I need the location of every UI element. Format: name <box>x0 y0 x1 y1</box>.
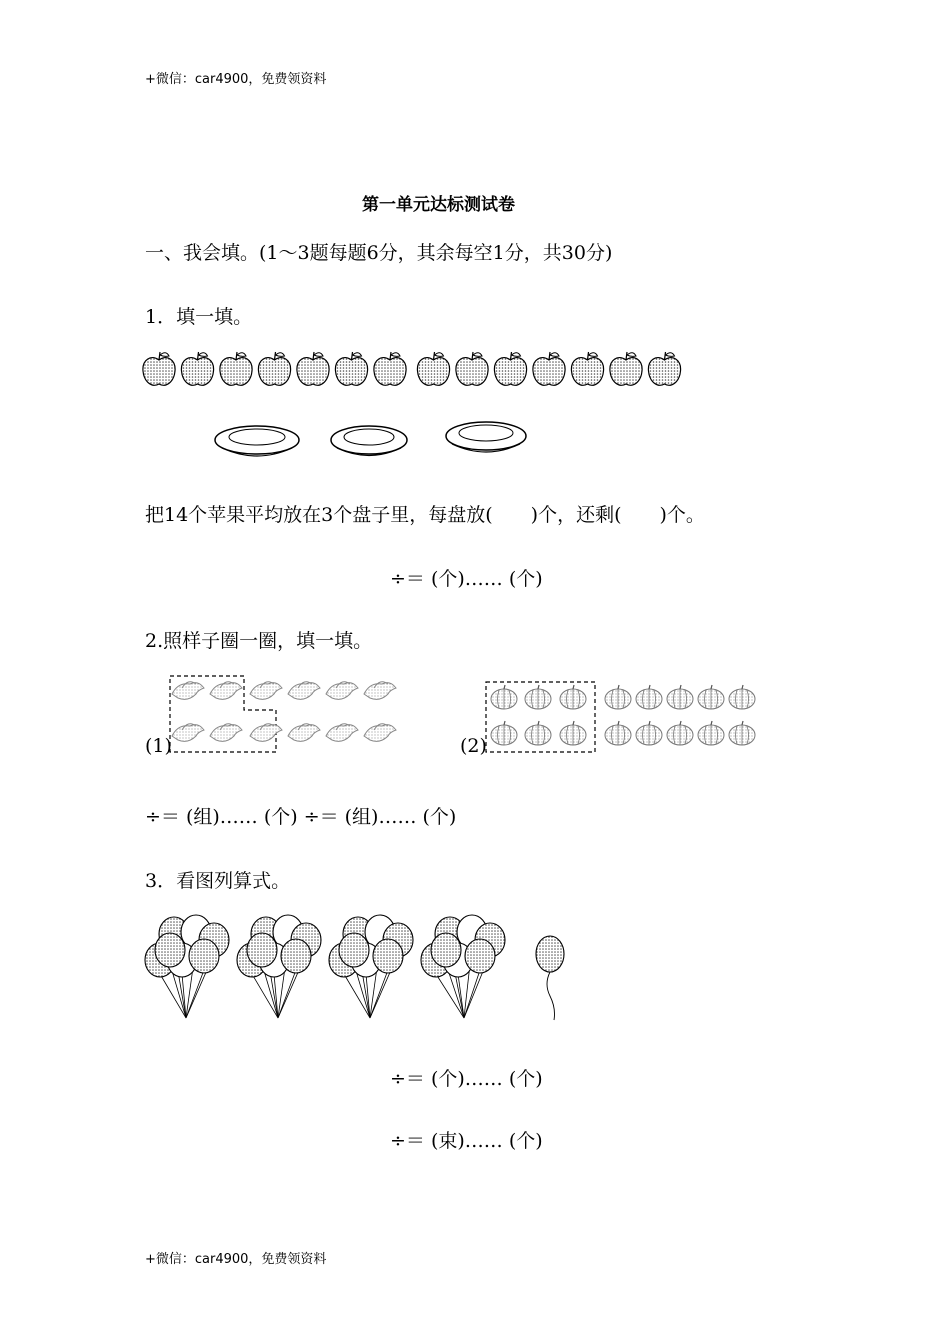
bird-icon <box>326 682 358 700</box>
plates-illustration <box>210 418 540 468</box>
pumpkin-icon <box>636 721 662 745</box>
plate-icon <box>446 422 526 452</box>
pumpkin-icon <box>636 685 662 709</box>
pumpkin-icon <box>729 685 755 709</box>
question-1-label: 1．填一填。 <box>145 306 253 328</box>
header-watermark: +微信：car4900，免费领资料 <box>145 72 327 87</box>
apple-icon <box>258 352 290 385</box>
balloons-illustration <box>140 912 580 1022</box>
bird-icon <box>326 724 358 742</box>
apple-icon <box>456 352 488 385</box>
balloon-bunch <box>329 915 413 1018</box>
pumpkin-icon <box>560 685 586 709</box>
bird-icon <box>250 682 282 700</box>
apple-icon <box>533 352 565 385</box>
apple-icon <box>297 352 329 385</box>
question-2-equations: ÷＝ (组)…… (个) ÷＝ (组)…… (个) <box>145 806 457 828</box>
single-balloon <box>536 936 564 1020</box>
apples-illustration <box>142 348 682 392</box>
apple-icon <box>417 352 449 385</box>
apple-icon <box>181 352 213 385</box>
bird-icon <box>288 724 320 742</box>
question-1-equation: ÷＝ (个)…… (个) <box>390 568 543 590</box>
pumpkin-icon <box>560 721 586 745</box>
section-heading: 一、我会填。(1～3题每题6分，其余每空1分，共30分) <box>145 242 613 264</box>
apple-icon <box>335 352 367 385</box>
apple-icon <box>571 352 603 385</box>
page-title: 第一单元达标测试卷 <box>362 195 515 215</box>
apple-icon <box>374 352 406 385</box>
question-3-label: 3．看图列算式。 <box>145 870 291 892</box>
bird-icon <box>172 724 204 742</box>
question-1-sentence: 把14个苹果平均放在3个盘子里，每盘放( )个，还剩( )个。 <box>145 504 705 526</box>
pumpkin-icon <box>525 685 551 709</box>
pumpkin-icon <box>667 685 693 709</box>
apple-icon <box>494 352 526 385</box>
pumpkin-icon <box>491 721 517 745</box>
footer-watermark: +微信：car4900，免费领资料 <box>145 1252 327 1267</box>
question-2-part-1-label: (1) <box>145 735 172 757</box>
pumpkin-icon <box>525 721 551 745</box>
bird-icon <box>210 682 242 700</box>
pumpkin-icon <box>605 685 631 709</box>
pumpkin-icon <box>698 721 724 745</box>
pumpkin-icon <box>491 685 517 709</box>
bird-icon <box>288 682 320 700</box>
pumpkin-icon <box>667 721 693 745</box>
apple-icon <box>143 352 175 385</box>
bird-icon <box>364 682 396 700</box>
question-2-part-2-label: (2) <box>460 735 487 757</box>
bird-icon <box>250 724 282 742</box>
bird-icon <box>364 724 396 742</box>
plate-icon <box>331 426 407 456</box>
question-2-label: 2.照样子圈一圈，填一填。 <box>145 630 373 652</box>
balloon-bunch <box>145 915 229 1018</box>
apple-icon <box>610 352 642 385</box>
balloon-bunch <box>421 915 505 1018</box>
apple-icon <box>220 352 252 385</box>
balloon-bunch <box>237 915 321 1018</box>
pumpkin-icon <box>605 721 631 745</box>
pumpkins-illustration <box>482 678 772 768</box>
birds-illustration <box>166 672 416 762</box>
bird-icon <box>210 724 242 742</box>
bird-icon <box>172 682 204 700</box>
question-3-equation-1: ÷＝ (个)…… (个) <box>390 1068 543 1090</box>
question-3-equation-2: ÷＝ (束)…… (个) <box>390 1130 543 1152</box>
apple-icon <box>648 352 680 385</box>
pumpkin-icon <box>698 685 724 709</box>
plate-icon <box>215 426 299 456</box>
pumpkin-icon <box>729 721 755 745</box>
